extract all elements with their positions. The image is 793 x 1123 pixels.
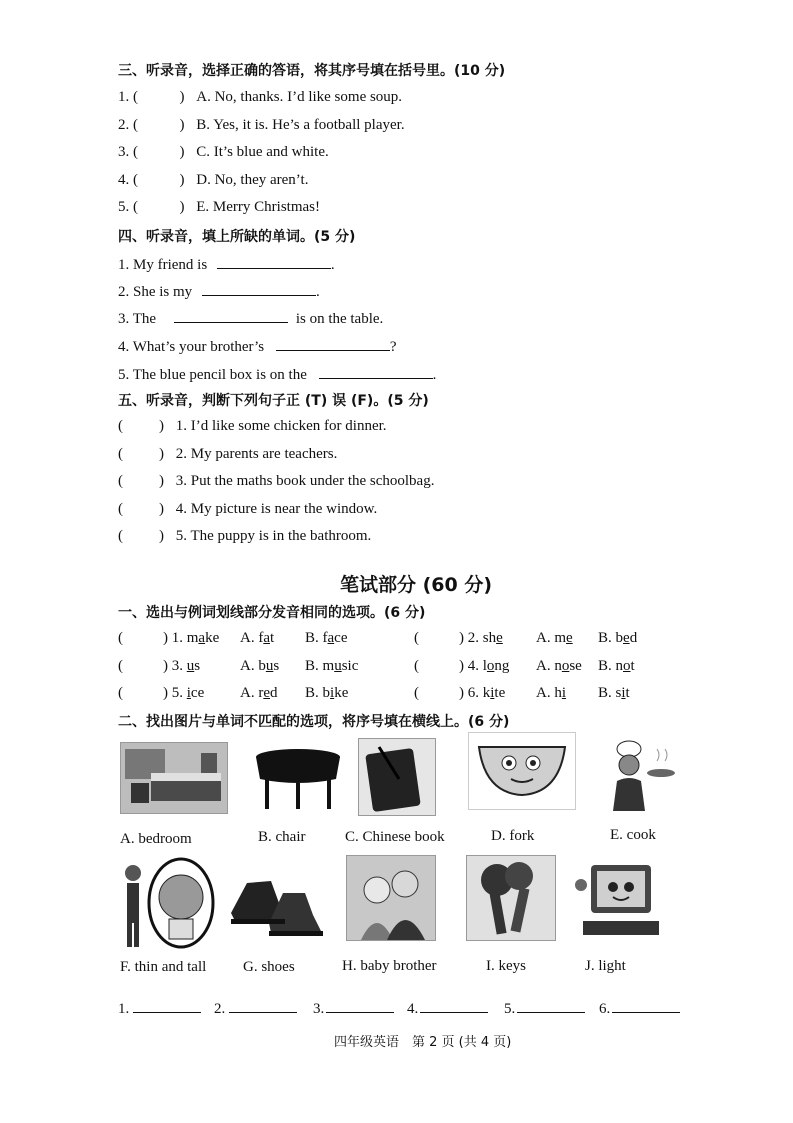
page-footer: 四年级英语 第 2 页 (共 4 页) <box>334 1035 512 1050</box>
list-item <box>118 446 337 463</box>
people-icon <box>119 857 215 953</box>
sentence-start: 2. She is my <box>118 284 193 300</box>
example-word: make <box>186 630 220 646</box>
bracket-close: ) <box>179 172 185 188</box>
answer-label: 1. <box>118 1001 130 1017</box>
bracket-open: ( <box>118 528 123 544</box>
caption-j: J. light <box>585 958 626 974</box>
shoes-icon <box>227 863 325 941</box>
caption-e: E. cook <box>610 827 656 843</box>
caption-f: F. thin and tall <box>120 959 207 975</box>
written-part-title: 笔试部分 (60 分) <box>340 574 493 596</box>
written-2-title: 二、找出图片与单词不匹配的选项，将序号填在横线上。(6 分) <box>118 714 510 730</box>
item-number: 1. ( <box>118 89 138 105</box>
bowl-picture <box>468 732 576 810</box>
list-item <box>118 336 397 356</box>
phonics-item <box>414 685 505 702</box>
caption-g: G. shoes <box>243 959 295 975</box>
book-icon <box>359 739 435 815</box>
option-b: B. sit <box>598 685 630 701</box>
sentence-end: ? <box>389 339 397 355</box>
chef-icon <box>599 737 681 813</box>
answer-blank[interactable] <box>420 998 488 1013</box>
option-a: A. hi <box>536 685 567 701</box>
fill-blank[interactable] <box>319 364 433 379</box>
answer-blank[interactable] <box>612 998 680 1013</box>
section-3-title: 三、听录音，选择正确的答语，将其序号填在括号里。(10 分) <box>118 63 506 79</box>
phonics-item <box>118 630 219 647</box>
list-item <box>118 89 402 106</box>
statement-text: 3. Put the maths book under the schoolbag. <box>175 473 435 489</box>
bracket-close: ) <box>179 144 185 160</box>
item-number: ) 2. <box>459 630 479 646</box>
caption-c: C. Chinese book <box>345 829 445 845</box>
list-item <box>118 199 320 216</box>
fill-blank[interactable] <box>202 281 316 296</box>
sentence-end: . <box>330 257 335 273</box>
phonics-item <box>414 630 503 647</box>
statement-text: 2. My parents are teachers. <box>175 446 338 462</box>
list-item <box>118 144 329 161</box>
phonics-item <box>414 658 509 675</box>
shoes-picture <box>226 862 326 942</box>
list-item <box>118 117 405 134</box>
list-item <box>118 364 436 384</box>
table-icon <box>251 743 345 813</box>
bracket-close: ) <box>179 89 185 105</box>
answer-6 <box>599 998 680 1018</box>
bracket-close: ) <box>179 117 185 133</box>
answer-label: 6. <box>599 1001 611 1017</box>
example-word: long <box>482 658 510 674</box>
bedroom-icon <box>121 743 227 813</box>
option-a: A. me <box>536 630 573 646</box>
bracket-open: ( <box>118 630 123 646</box>
written-1-title: 一、选出与例词划线部分发音相同的选项。(6 分) <box>118 605 426 621</box>
bracket-close: ) <box>179 199 185 215</box>
list-item <box>118 308 383 328</box>
answer-blank[interactable] <box>133 998 201 1013</box>
caption-i: I. keys <box>486 958 526 974</box>
list-item <box>118 473 434 490</box>
example-word: ice <box>186 685 205 701</box>
option-b: B. face <box>305 630 348 646</box>
example-word: she <box>482 630 503 646</box>
item-number: 4. ( <box>118 172 138 188</box>
chinese-book-picture <box>358 738 436 816</box>
item-number: ) 6. <box>459 685 479 701</box>
option-a: A. bus <box>240 658 280 674</box>
bracket-close: ) <box>159 528 164 544</box>
answer-1 <box>118 998 201 1018</box>
thin-and-tall-picture <box>118 856 216 954</box>
sentence-end: . <box>432 367 437 383</box>
answer-label: 4. <box>407 1001 419 1017</box>
bedroom-picture <box>120 742 228 814</box>
list-item <box>118 418 387 435</box>
sentence-end: . <box>315 284 320 300</box>
keys-icon <box>467 856 555 940</box>
answer-3 <box>313 998 394 1018</box>
bracket-close: ) <box>159 501 164 517</box>
phonics-item <box>118 658 200 675</box>
list-item <box>118 254 335 274</box>
answer-blank[interactable] <box>517 998 585 1013</box>
option-text: E. Merry Christmas! <box>196 199 320 215</box>
answer-4 <box>407 998 488 1018</box>
keys-picture <box>466 855 556 941</box>
example-word: us <box>186 658 201 674</box>
item-number: 2. ( <box>118 117 138 133</box>
answer-blank[interactable] <box>326 998 394 1013</box>
item-number: ) 4. <box>459 658 479 674</box>
item-number: ) 5. <box>163 685 183 701</box>
fill-blank[interactable] <box>217 254 331 269</box>
bracket-open: ( <box>118 501 123 517</box>
sentence-end: is on the table. <box>295 311 384 327</box>
baby-brother-picture <box>346 855 436 941</box>
option-a: A. red <box>240 685 278 701</box>
caption-b: B. chair <box>258 829 306 845</box>
bracket-open: ( <box>118 418 123 434</box>
option-text: B. Yes, it is. He’s a football player. <box>196 117 405 133</box>
option-b: B. not <box>598 658 635 674</box>
bracket-open: ( <box>414 658 419 674</box>
option-b: B. bike <box>305 685 349 701</box>
list-item <box>118 281 320 301</box>
sentence-start: 1. My friend is <box>118 257 208 273</box>
answer-label: 3. <box>313 1001 325 1017</box>
option-text: A. No, thanks. I’d like some soup. <box>196 89 403 105</box>
bracket-close: ) <box>159 473 164 489</box>
cook-picture <box>598 736 682 814</box>
list-item <box>118 501 377 518</box>
fill-blank[interactable] <box>276 336 390 351</box>
bracket-open: ( <box>118 446 123 462</box>
bracket-open: ( <box>118 473 123 489</box>
sentence-start: 5. The blue pencil box is on the <box>118 367 307 383</box>
answer-5 <box>504 998 585 1018</box>
option-a: A. fat <box>240 630 275 646</box>
bracket-close: ) <box>159 446 164 462</box>
item-number: ) 3. <box>163 658 183 674</box>
section-4-title: 四、听录音，填上所缺的单词。(5 分) <box>118 229 356 245</box>
sentence-start: 3. The <box>118 311 157 327</box>
bracket-open: ( <box>414 685 419 701</box>
computer-picture <box>572 858 670 942</box>
bracket-open: ( <box>118 685 123 701</box>
answer-label: 5. <box>504 1001 516 1017</box>
example-word: kite <box>482 685 506 701</box>
statement-text: 4. My picture is near the window. <box>175 501 378 517</box>
bowl-icon <box>469 733 575 809</box>
table-picture <box>250 742 346 814</box>
option-a: A. nose <box>536 658 582 674</box>
statement-text: 1. I’d like some chicken for dinner. <box>175 418 387 434</box>
caption-a: A. bedroom <box>120 831 192 847</box>
bracket-open: ( <box>118 658 123 674</box>
option-b: B. bed <box>598 630 638 646</box>
bracket-close: ) <box>159 418 164 434</box>
bracket-open: ( <box>414 630 419 646</box>
sentence-start: 4. What’s your brother’s <box>118 339 265 355</box>
fill-blank[interactable] <box>174 308 288 323</box>
answer-2 <box>214 998 297 1018</box>
answer-label: 2. <box>214 1001 226 1017</box>
caption-d: D. fork <box>491 828 535 844</box>
section-5-title: 五、听录音，判断下列句子正 (T) 误 (F)。(5 分) <box>118 393 429 409</box>
list-item <box>118 172 308 189</box>
item-number: 3. ( <box>118 144 138 160</box>
option-text: D. No, they aren’t. <box>196 172 309 188</box>
answer-blank[interactable] <box>229 998 297 1013</box>
option-b: B. music <box>305 658 359 674</box>
phonics-item <box>118 685 204 702</box>
grandparents-icon <box>347 856 435 940</box>
item-number: 5. ( <box>118 199 138 215</box>
option-text: C. It’s blue and white. <box>196 144 329 160</box>
caption-h: H. baby brother <box>342 958 437 974</box>
item-number: ) 1. <box>163 630 183 646</box>
list-item <box>118 528 371 545</box>
statement-text: 5. The puppy is in the bathroom. <box>175 528 372 544</box>
computer-icon <box>573 859 669 941</box>
